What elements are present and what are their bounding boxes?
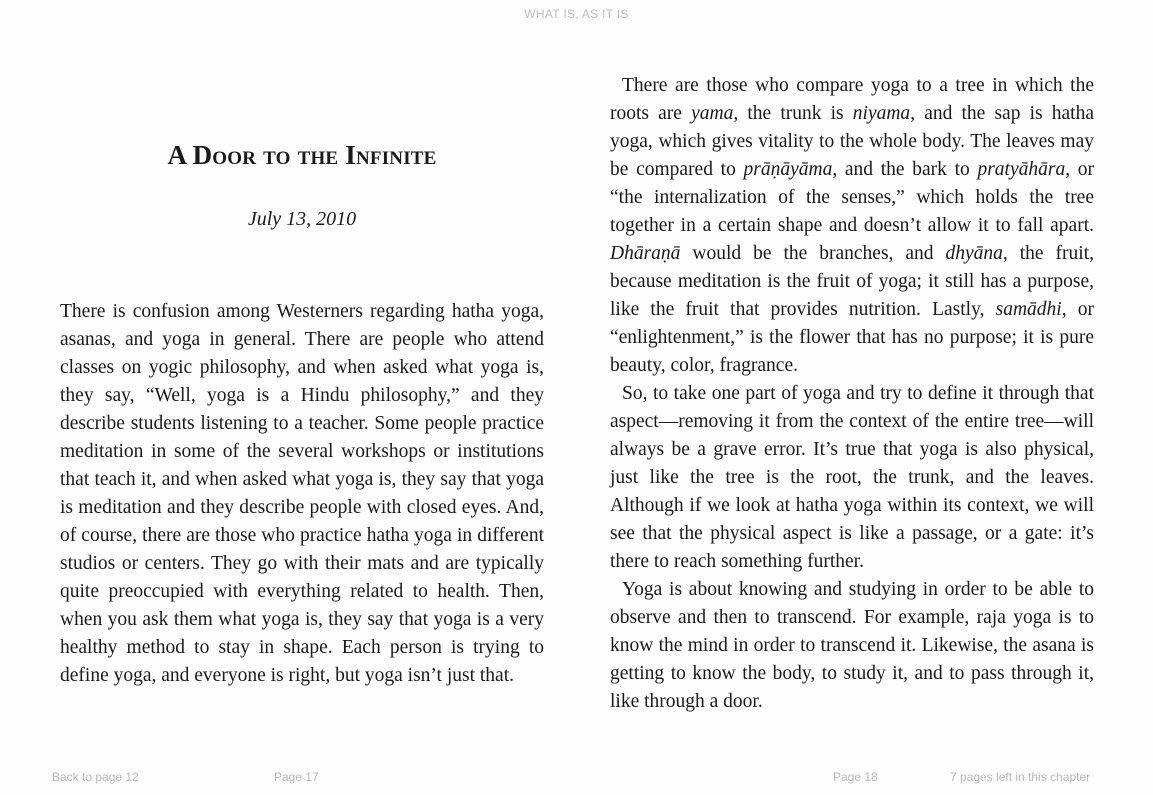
text-run: would be the branches, and [680,243,946,264]
pages-left-indicator: 7 pages left in this chapter [950,770,1091,784]
chapter-date: July 13, 2010 [247,208,357,230]
chapter-title: A Door to the Infinite [167,140,437,170]
italic-term-pratyahara: pratyāhāra [977,159,1066,180]
italic-term-dharana: Dhāraṇā [610,243,681,264]
right-paragraph-1 [610,72,1094,380]
right-page [610,0,1094,795]
text-run: , and the bark to [832,159,978,180]
right-text-flow [610,72,1094,716]
left-paragraph: There is confusion among Westerners regarding hatha yoga, asanas, and yoga in general. There are people who attend classes on yogic philosophy, and when asked what yoga is, they say, “Well, yoga is a Hindu philosophy,” and they describe students listening to a teacher. Some people practice meditation in some of the several workshops or institutions that teach it, and when asked what yoga is, they say that yoga is meditation and they describe people with closed eyes. And, of course, there are those who practice hatha yoga in different studios or centers. They go with their mats and are typically quite preoccupied with everything related to health. Then, when you ask them what yoga is, they say that yoga is a very healthy method to stay in shape. Each person is trying to define yoga, and everyone is right, but yoga isn’t just that. [60,301,544,686]
right-paragraph-3: Yoga is about knowing and studying in order to be able to observe and then to transcend. For example, raja yoga is to know the mind in order to transcend it. Likewise, the asana is getting to know the body, to study it, and to pass through it, like through a door. [610,579,1094,712]
italic-term-niyama: niyama [852,103,911,124]
text-run: There are those who compare yoga to a tree in which the roots are [610,75,1094,124]
left-page [60,0,544,795]
italic-term-yama: yama [691,103,734,124]
back-to-page-link[interactable]: Back to page 12 [52,770,139,784]
text-run: , or “enlightenment,” is the flower that has no purpose; it is pure beauty, color, fragrance. [610,299,1095,376]
text-run: , or “the internalization of the senses,” which holds the tree together in a certain shape and doesn’t allow it to fall apart. [610,159,1095,236]
text-run: , the fruit, because meditation is the fruit of yoga; it still has a purpose, like the fruit that provides nutrition. Lastly, [610,243,1094,320]
text-run: , and the sap is hatha yoga, which gives vitality to the whole body. The leaves may be compared to [610,103,1094,180]
left-page-number: Page 17 [274,770,319,784]
italic-term-pranayama: prāṇāyāma [743,159,833,180]
italic-term-samadhi: samādhi [995,299,1062,320]
italic-term-dhyana: dhyāna [945,243,1003,264]
right-paragraph-2: So, to take one part of yoga and try to define it through that aspect—removing it from the context of the entire tree—will always be a grave error. It’s true that yoga is also physical, just like the tree is the root, the trunk, and the leaves. Although if we look at hatha yoga within its context, we will see that the physical aspect is like a passage, or a gate: it’s there to reach something further. [610,383,1094,572]
book-title: WHAT IS, AS IT IS [524,7,629,21]
right-page-number: Page 18 [833,770,878,784]
text-run: , the trunk is [733,103,853,124]
